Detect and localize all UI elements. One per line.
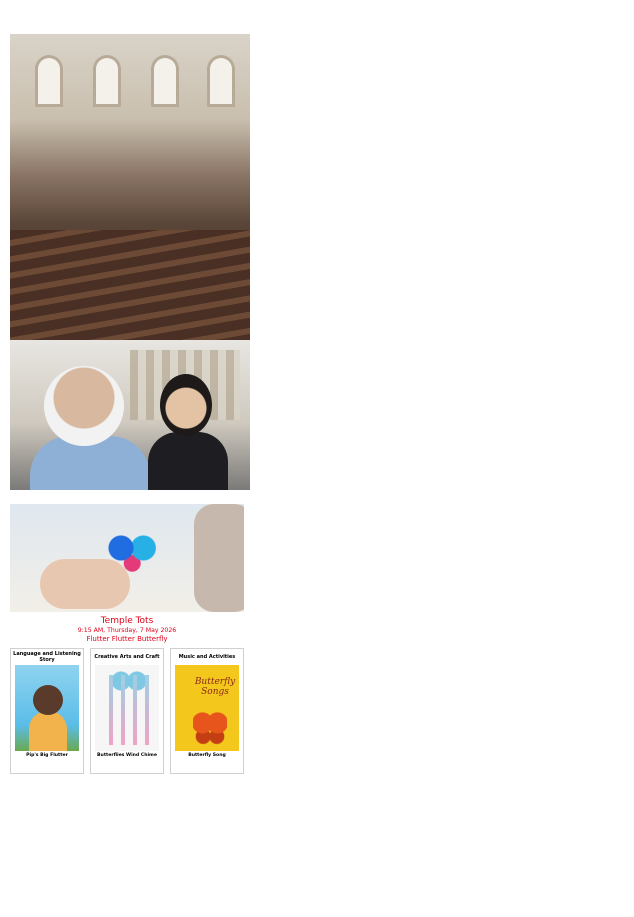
panel-header: Language and Listening Story	[13, 651, 81, 663]
kids-image-column	[10, 504, 244, 774]
chime-bar	[121, 675, 125, 745]
panel-header: Creative Arts and Craft	[94, 654, 160, 660]
church-pews	[10, 230, 250, 340]
kids-craft-photo	[10, 504, 244, 612]
left-photo-column	[10, 4, 250, 490]
adult-arm	[194, 504, 244, 612]
section-prayer-updates	[10, 4, 624, 496]
flyer-panel-craft	[90, 648, 164, 774]
chime-bar	[133, 675, 137, 745]
storybook-girl-illustration	[15, 665, 79, 751]
section-children-ministry	[10, 504, 624, 780]
newsletter-page	[10, 4, 624, 913]
church-window	[210, 58, 232, 104]
chime-bar	[145, 675, 149, 745]
panel-caption: Butterflies Wind Chime	[97, 753, 157, 758]
chime-bar	[109, 675, 113, 745]
flyer-panels	[10, 648, 244, 774]
panel-caption: Pip's Big Flutter	[26, 753, 68, 758]
butterfly-icon	[113, 671, 145, 691]
church-congregation-photo	[10, 34, 250, 340]
flyer-title: Temple Tots	[100, 616, 154, 626]
flyer-date: 9:15 AM, Thursday, 7 May 2026	[77, 627, 177, 634]
person-elderly-woman-head	[44, 366, 124, 446]
butterfly-song-illustration	[175, 665, 239, 751]
church-window	[38, 58, 60, 104]
church-window	[154, 58, 176, 104]
two-women-photo	[10, 340, 250, 490]
panel-header: Music and Activities	[178, 654, 236, 660]
flyer-subtitle: Flutter Flutter Butterfly	[86, 635, 168, 643]
song-art-text: Butterfly Songs	[194, 677, 236, 697]
butterfly-icon	[193, 711, 227, 745]
temple-tots-flyer	[10, 612, 244, 774]
flyer-panel-music	[170, 648, 244, 774]
butterfly-craft	[100, 532, 170, 572]
church-window	[96, 58, 118, 104]
person-woman-head	[160, 374, 212, 436]
wind-chime-illustration	[95, 665, 159, 751]
flyer-panel-story	[10, 648, 84, 774]
person-woman-body	[148, 432, 228, 490]
panel-caption: Butterfly Song	[188, 753, 226, 758]
